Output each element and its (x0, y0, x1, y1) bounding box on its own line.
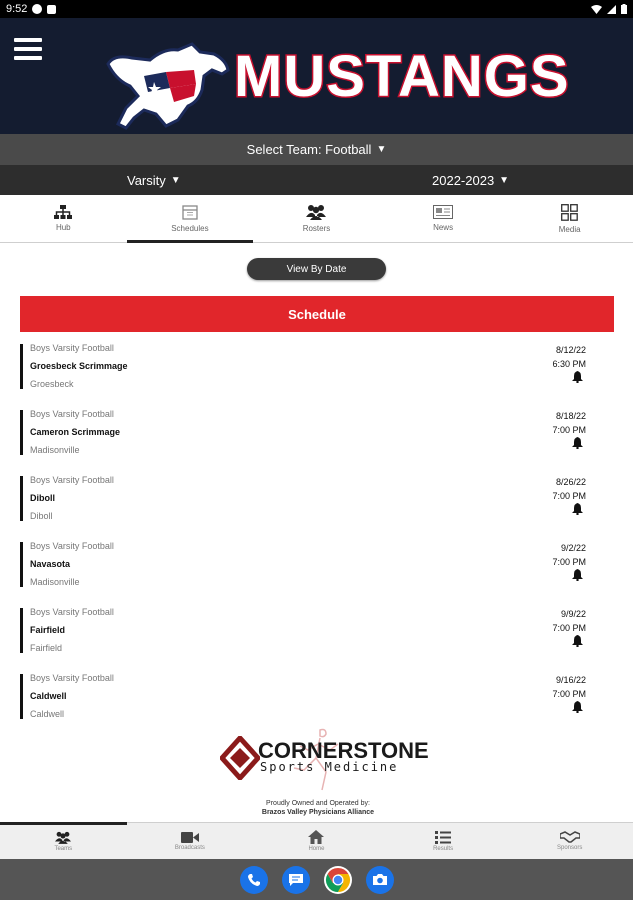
game-time: 7:00 PM (552, 491, 586, 501)
item-accent-bar (20, 410, 23, 455)
game-team: Boys Varsity Football (30, 343, 114, 353)
schedule-item[interactable] (20, 604, 614, 670)
teams-icon (55, 831, 71, 844)
team-select-label: Select Team: Football (246, 142, 372, 157)
battery-icon (621, 4, 627, 14)
item-accent-bar (20, 344, 23, 389)
level-dropdown[interactable] (127, 165, 181, 195)
mustang-logo-icon (104, 40, 232, 132)
item-accent-bar (20, 674, 23, 719)
cornerstone-logo-icon (220, 736, 260, 780)
season-label: 2022-2023 (432, 172, 495, 188)
sponsor-subtitle: Sports Medicine (260, 760, 399, 774)
game-date: 9/16/22 (555, 675, 586, 685)
level-label: Varsity (127, 172, 166, 188)
game-team: Boys Varsity Football (30, 475, 114, 485)
calendar-icon (182, 204, 198, 220)
bell-icon[interactable] (572, 437, 583, 449)
schedule-item[interactable] (20, 340, 614, 406)
game-time: 7:00 PM (552, 425, 586, 435)
system-dock (0, 859, 633, 900)
sponsor-banner[interactable] (218, 724, 429, 820)
home-icon (308, 830, 324, 844)
phone-app-icon[interactable] (240, 866, 268, 894)
game-date: 9/9/22 (560, 609, 586, 619)
section-tabs (0, 195, 633, 243)
game-team: Boys Varsity Football (30, 673, 114, 683)
game-location: Groesbeck (30, 379, 74, 389)
notification-icon (32, 4, 42, 14)
game-location: Madisonville (30, 445, 80, 455)
schedule-item[interactable] (20, 538, 614, 604)
level-season-row (0, 165, 633, 195)
game-team: Boys Varsity Football (30, 409, 114, 419)
nav-label: Sponsors (556, 845, 583, 851)
game-opponent: Navasota (30, 559, 71, 569)
game-opponent: Caldwell (30, 691, 67, 701)
chrome-app-icon[interactable] (324, 866, 352, 894)
bell-icon[interactable] (572, 371, 583, 383)
chevron-down-icon: ▼ (376, 144, 387, 155)
game-date: 8/26/22 (555, 477, 586, 487)
game-time: 6:30 PM (552, 359, 586, 369)
game-opponent: Fairfield (30, 625, 66, 635)
list-icon (435, 831, 451, 844)
bell-icon[interactable] (572, 635, 583, 647)
nav-label: Broadcasts (174, 844, 205, 851)
schedule-header: Schedule (20, 296, 614, 332)
game-time: 7:00 PM (552, 557, 586, 567)
tab-media[interactable] (506, 195, 633, 242)
tab-news[interactable] (380, 195, 507, 242)
nav-label: Results (433, 845, 454, 852)
messages-app-icon[interactable] (282, 866, 310, 894)
game-date: 8/18/22 (555, 411, 586, 421)
sponsor-owner-name: Brazos Valley Physicians Alliance (261, 809, 375, 816)
nav-label: Teams (54, 845, 73, 852)
signal-icon (607, 5, 616, 14)
nav-label: Home (308, 846, 325, 852)
nav-sponsors[interactable] (506, 823, 633, 859)
notification-icon-2 (47, 5, 56, 14)
tab-label: Schedules (171, 224, 209, 233)
item-accent-bar (20, 476, 23, 521)
menu-icon[interactable] (14, 38, 42, 60)
nav-home[interactable] (253, 823, 380, 859)
bell-icon[interactable] (572, 569, 583, 581)
game-location: Fairfield (30, 643, 63, 653)
mustangs-logo-text: MUSTANGS (234, 44, 570, 109)
grid-icon (561, 204, 578, 221)
season-dropdown[interactable] (432, 165, 509, 195)
bell-icon[interactable] (572, 701, 583, 713)
wifi-icon (591, 5, 602, 14)
game-team: Boys Varsity Football (30, 607, 114, 617)
tab-label: Rosters (302, 224, 331, 233)
app-header (0, 18, 633, 134)
team-select-dropdown[interactable] (0, 134, 633, 165)
item-accent-bar (20, 608, 23, 653)
game-time: 7:00 PM (552, 623, 586, 633)
game-time: 7:00 PM (552, 689, 586, 699)
chevron-down-icon: ▼ (499, 174, 510, 186)
people-icon (306, 204, 326, 220)
status-time: 9:52 (6, 3, 28, 15)
schedule-item[interactable] (20, 472, 614, 538)
sponsor-owned-line: Proudly Owned and Operated by: (266, 800, 370, 807)
game-date: 9/2/22 (560, 543, 586, 553)
news-icon (433, 205, 453, 219)
item-accent-bar (20, 542, 23, 587)
hub-icon (54, 205, 72, 219)
game-opponent: Cameron Scrimmage (30, 427, 121, 437)
tab-label: News (433, 223, 454, 232)
game-location: Madisonville (30, 577, 80, 587)
tab-label: Media (558, 224, 581, 234)
view-by-date-button[interactable]: View By Date (247, 258, 386, 280)
game-date: 8/12/22 (555, 345, 586, 355)
schedule-list (20, 340, 614, 736)
nav-results[interactable] (380, 823, 507, 859)
tab-rosters[interactable] (253, 195, 380, 242)
tab-label: Hub (55, 223, 71, 232)
chevron-down-icon: ▼ (170, 174, 181, 186)
schedule-item[interactable] (20, 406, 614, 472)
game-location: Diboll (30, 511, 53, 521)
tab-hub[interactable] (0, 195, 127, 242)
game-opponent: Diboll (30, 493, 55, 503)
game-opponent: Groesbeck Scrimmage (30, 361, 128, 371)
video-icon (181, 832, 199, 843)
sponsor-name: CORNERSTONE (258, 738, 429, 763)
bottom-navigation (0, 822, 633, 859)
nav-teams[interactable] (0, 823, 127, 859)
status-bar (0, 0, 633, 18)
handshake-icon (560, 831, 580, 843)
game-team: Boys Varsity Football (30, 541, 114, 551)
camera-app-icon[interactable] (366, 866, 394, 894)
bell-icon[interactable] (572, 503, 583, 515)
nav-broadcasts[interactable] (127, 823, 254, 859)
tab-schedules[interactable] (127, 195, 254, 242)
game-location: Caldwell (30, 709, 65, 719)
